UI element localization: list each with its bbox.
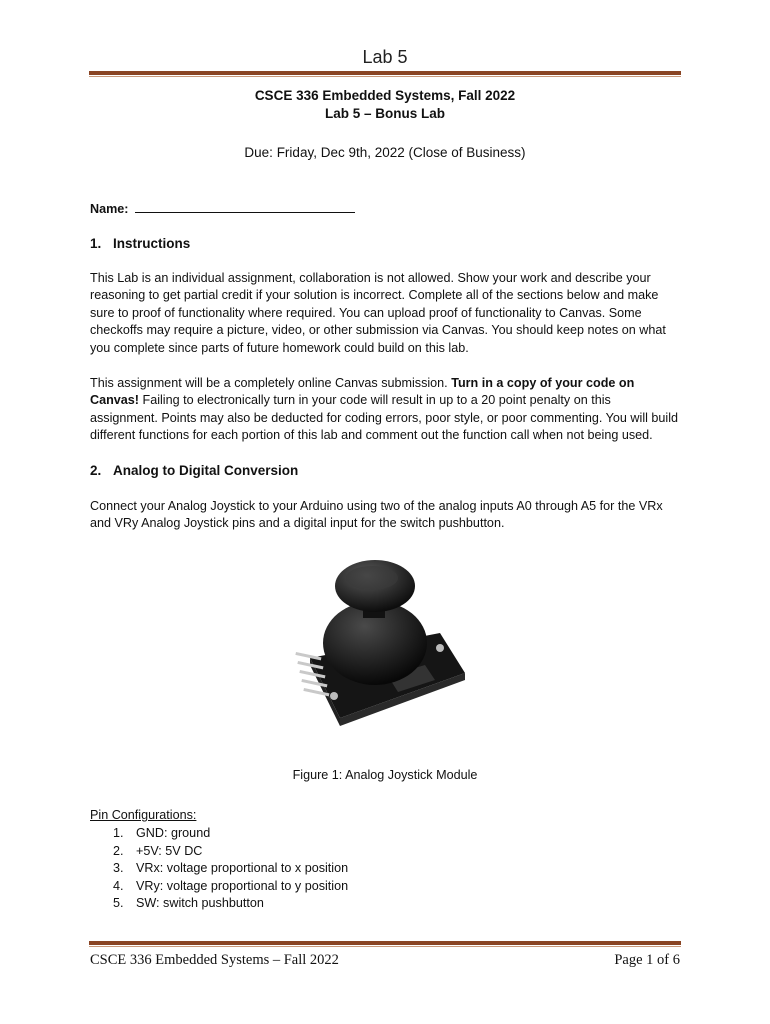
pin-item: 2. +5V: 5V DC [113, 843, 203, 858]
section-1-number: 1. [90, 236, 102, 251]
section-2-number: 2. [90, 463, 102, 478]
adc-paragraph: Connect your Analog Joystick to your Arduino using two of the analog inputs A0 through A5 for the VRx and VRy Analog Joystick pins and a digital input for the switch pushbutton. [90, 499, 663, 531]
due-date: Due: Friday, Dec 9th, 2022 (Close of Business) [244, 145, 526, 160]
name-label: Name: [90, 202, 129, 216]
footer-course: CSCE 336 Embedded Systems – Fall 2022 [90, 952, 339, 968]
header-rule [89, 71, 681, 77]
footer-rule [89, 941, 681, 947]
pin-item: 5. SW: switch pushbutton [113, 896, 264, 910]
para2-start: This assignment will be a completely online Canvas submission. [90, 376, 452, 390]
header-title: Lab 5 [362, 47, 408, 67]
instructions-paragraph-2 [90, 375, 680, 445]
joystick-figure [290, 548, 480, 748]
course-title: CSCE 336 Embedded Systems, Fall 2022 [254, 88, 516, 103]
pin-item: 1. GND: ground [113, 826, 211, 840]
name-field[interactable] [90, 200, 355, 216]
instructions-paragraph-1: This Lab is an individual assignment, collaboration is not allowed. Show your work and describe your reasoning to get partial credit if your solution is incorrect. Complete all of the sections below and make sure to proof of functionality where required. You can upload proof of functionality to Canvas. Some checkoffs may require a picture, video, or other submission via Canvas. You should keep notes on what you complete since parts of future homework could build on this lab. [90, 271, 666, 355]
pin-item: 3. VRx: voltage proportional to x position [113, 861, 349, 875]
section-1-heading [90, 236, 190, 251]
pin-list [113, 825, 348, 913]
name-underline[interactable] [135, 200, 355, 213]
pin-config-title: Pin Configurations: [90, 808, 197, 822]
lab-title: Lab 5 – Bonus Lab [324, 106, 446, 121]
footer-page-number: Page 1 of 6 [614, 952, 680, 968]
pin-item: 4. VRy: voltage proportional to y position [113, 878, 349, 893]
section-2-title: Analog to Digital Conversion [113, 463, 299, 478]
figure-caption: Figure 1: Analog Joystick Module [292, 768, 478, 782]
para2-bold: Turn in a copy of your code on Canvas! [90, 376, 635, 408]
para2-end: Failing to electronically turn in your code will result in up to a 20 point penalty on this assignment. Points may also be deducted for coding errors, poor style, or poor commenting. You will build different functions for each portion of this lab and comment out the function call when not being used. [90, 393, 679, 443]
section-1-title: Instructions [113, 236, 191, 251]
section-2-heading [90, 463, 298, 478]
